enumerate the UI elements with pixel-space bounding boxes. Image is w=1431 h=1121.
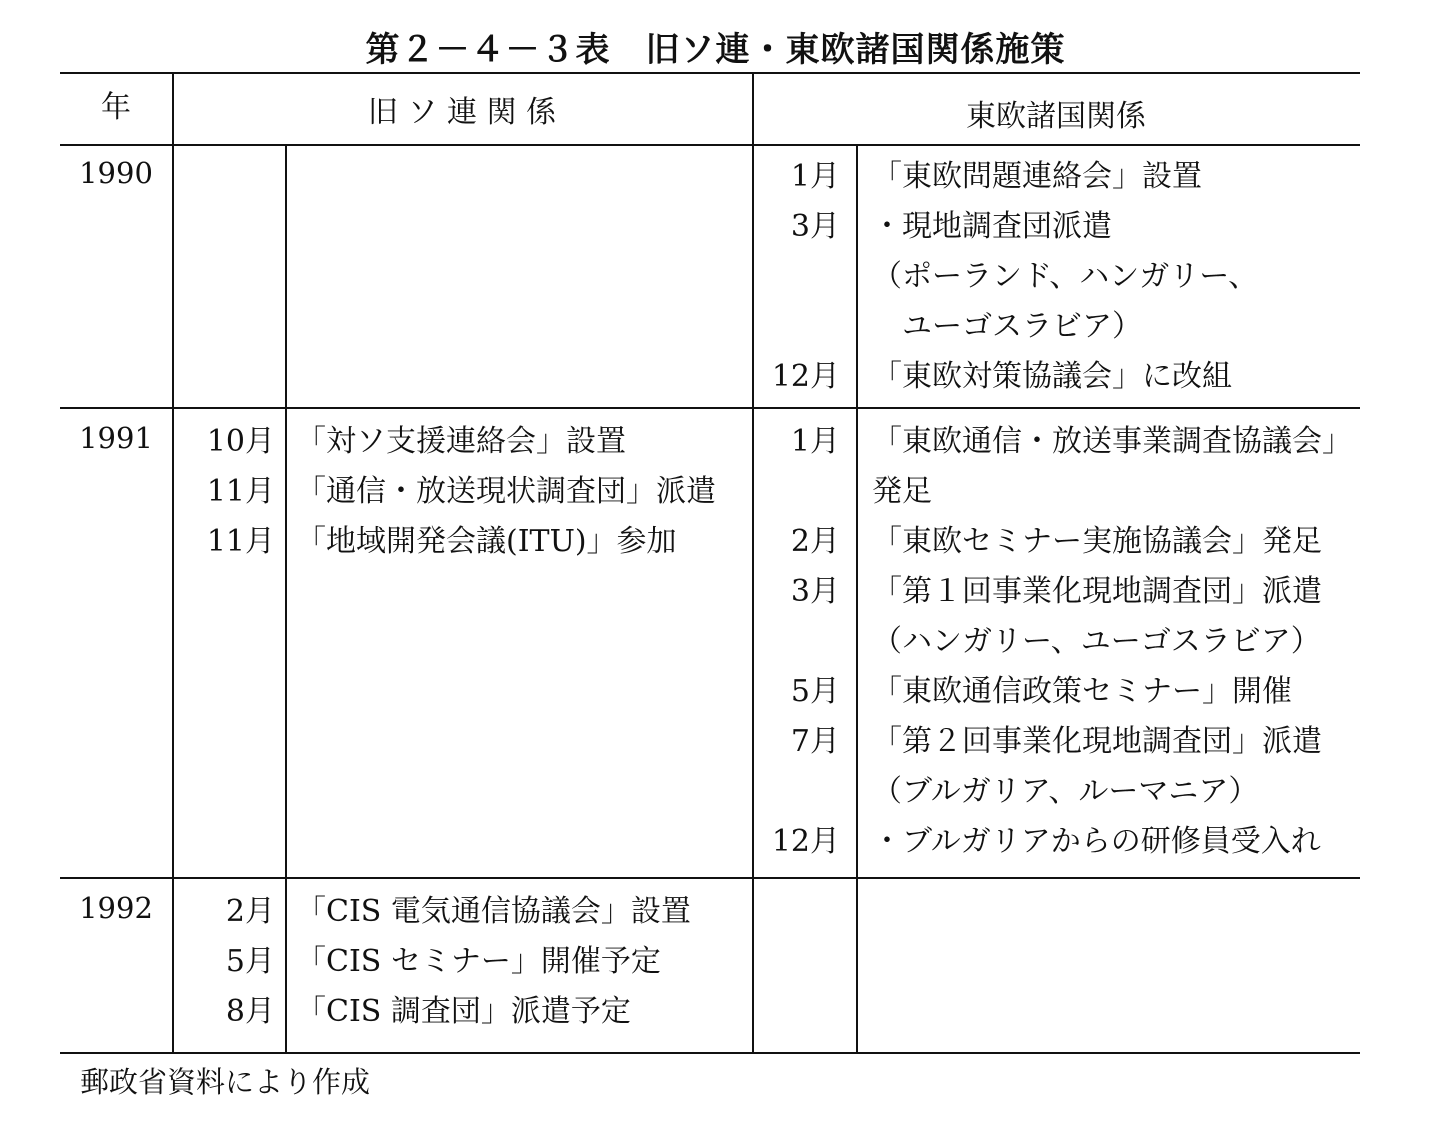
east-entry: （ハンガリー、ユーゴスラビア）: [872, 624, 1321, 659]
east-entry: （ブルガリア、ルーマニア）: [872, 774, 1259, 809]
east-month: 7月: [790, 724, 840, 759]
soviet-entry: 「対ソ支援連絡会」設置: [296, 424, 626, 459]
bottom-rule: [60, 1052, 1360, 1054]
header-rule: [60, 144, 1360, 146]
east-entry: 発足: [872, 474, 932, 509]
soviet-month: 11月: [206, 524, 275, 559]
header-east: 東欧諸国関係: [966, 99, 1146, 134]
east-entry: 「東欧通信・放送事業調査協議会」: [872, 424, 1352, 459]
east-entry: ・ブルガリアからの研修員受入れ: [872, 824, 1321, 859]
east-entry: ・現地調査団派遣: [872, 209, 1112, 244]
east-entry: 「東欧問題連絡会」設置: [872, 159, 1202, 194]
year-cell: 1991: [79, 421, 153, 455]
soviet-entry: 「CIS セミナー」開催予定: [296, 944, 661, 979]
policy-table: [60, 72, 1360, 1057]
east-entry: 「東欧対策協議会」に改組: [872, 359, 1232, 394]
year-cell: 1990: [79, 156, 153, 190]
year-cell: 1992: [79, 891, 153, 925]
east-month: 5月: [790, 674, 840, 709]
soviet-month: 5月: [225, 944, 275, 979]
soviet-month-rule: [285, 144, 287, 1052]
soviet-east-rule: [752, 72, 754, 1052]
east-month: 3月: [790, 574, 840, 609]
soviet-entry: 「地域開発会議(ITU)」参加: [296, 524, 677, 559]
header-year: 年: [101, 90, 131, 125]
soviet-month: 11月: [206, 474, 275, 509]
soviet-month: 10月: [206, 424, 275, 459]
soviet-month: 2月: [225, 894, 275, 929]
east-entry: 「東欧セミナー実施協議会」発足: [872, 524, 1322, 559]
east-entry: ユーゴスラビア）: [872, 309, 1142, 344]
east-month: 12月: [771, 824, 840, 859]
year-col-rule: [172, 72, 174, 1052]
source-note: 郵政省資料により作成: [80, 1065, 371, 1099]
east-entry: 「東欧通信政策セミナー」開催: [872, 674, 1292, 709]
row-1990-rule: [60, 407, 1360, 409]
east-entry: （ポーランド、ハンガリー、: [872, 259, 1259, 294]
header-soviet: 旧 ソ 連 関 係: [367, 95, 557, 130]
east-month: 3月: [790, 209, 840, 244]
soviet-entry: 「通信・放送現状調査団」派遣: [296, 474, 716, 509]
east-month: 1月: [790, 424, 840, 459]
top-rule: [60, 72, 1360, 74]
row-1991-rule: [60, 877, 1360, 879]
soviet-entry: 「CIS 電気通信協議会」設置: [296, 894, 691, 929]
soviet-month: 8月: [225, 994, 275, 1029]
table-title: 第２－４－３表 旧ソ連・東欧諸国関係施策: [365, 30, 1066, 70]
soviet-entry: 「CIS 調査団」派遣予定: [296, 994, 631, 1029]
east-entry: 「第１回事業化現地調査団」派遣: [872, 574, 1322, 609]
east-month: 12月: [771, 359, 840, 394]
east-entry: 「第２回事業化現地調査団」派遣: [872, 724, 1322, 759]
east-month: 2月: [790, 524, 840, 559]
east-month-rule: [856, 144, 858, 1052]
east-month: 1月: [790, 159, 840, 194]
